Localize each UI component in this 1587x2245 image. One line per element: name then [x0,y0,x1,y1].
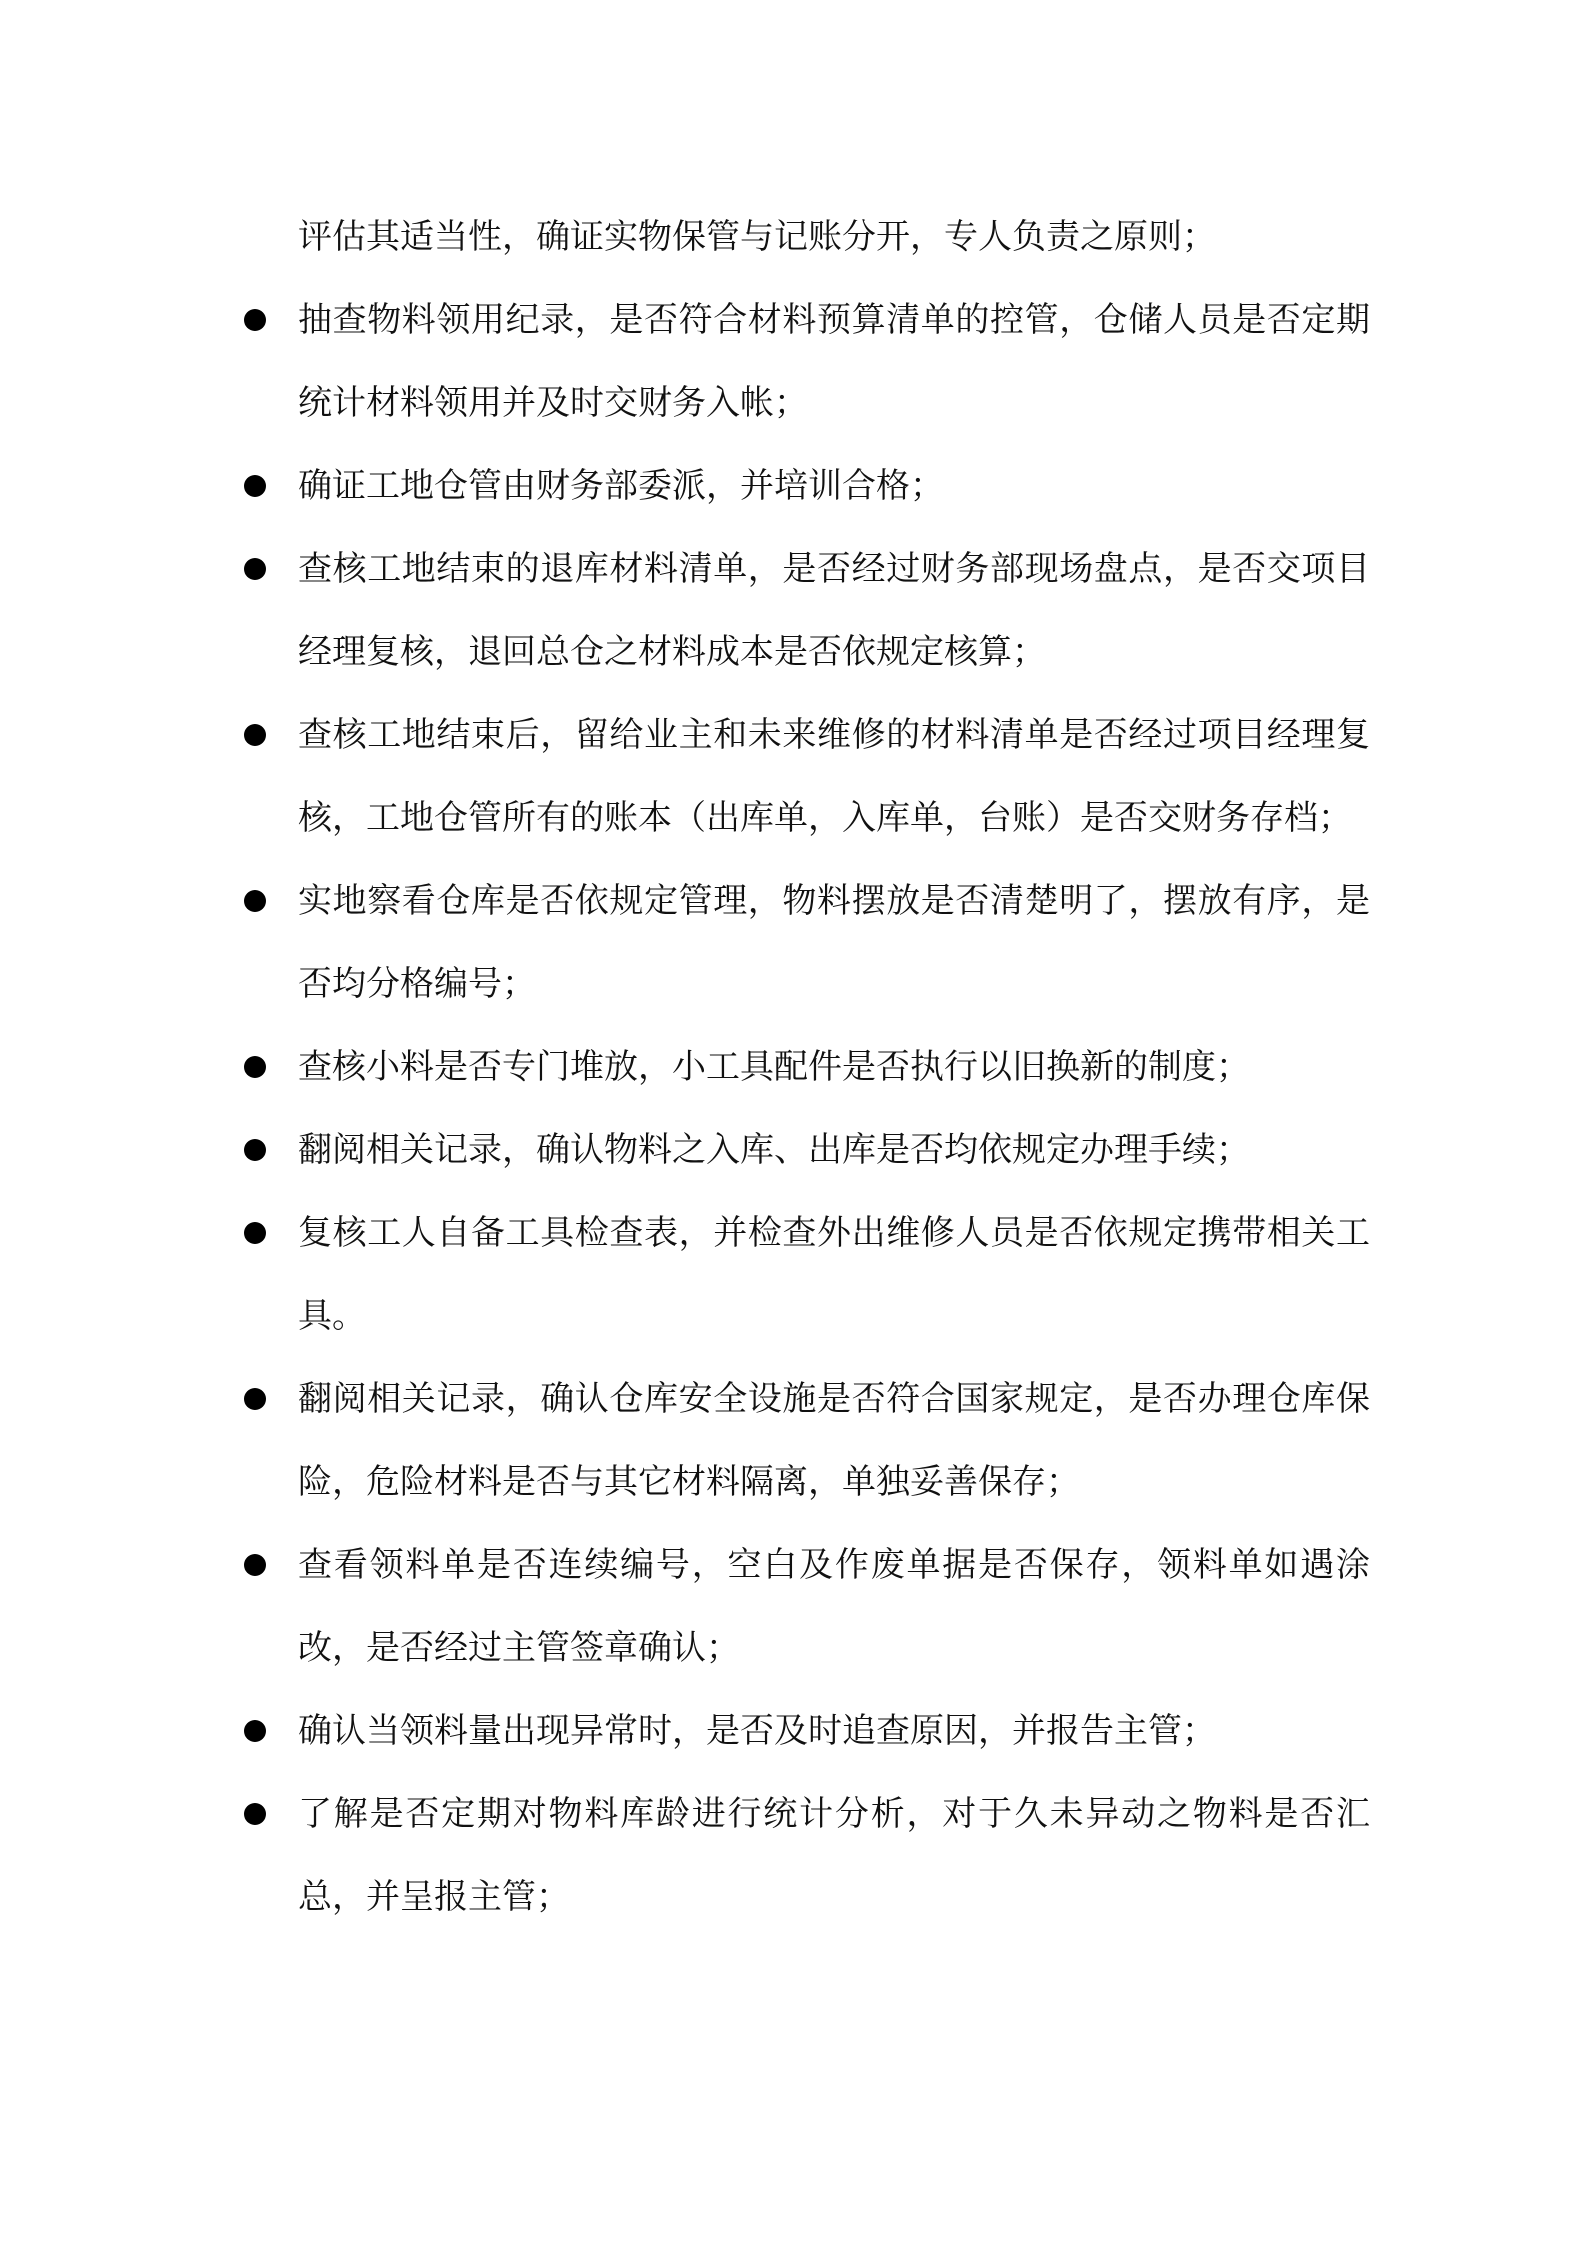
list-item-text: 确证工地仓管由财务部委派，并培训合格； [298,466,944,506]
bullet-icon [244,1554,266,1576]
list-item [240,1690,1370,1773]
list-item-text: 实地察看仓库是否依规定管理，物料摆放是否清楚明了，摆放有序，是否均分格编号； [298,881,1370,1004]
list-item-text: 查核工地结束的退库材料清单，是否经过财务部现场盘点，是否交项目经理复核，退回总仓之材料成本是否依规定核算； [298,549,1370,672]
list-item [240,279,1370,445]
list-item [240,1524,1370,1690]
bullet-icon [244,1056,266,1078]
list-item-text: 确认当领料量出现异常时，是否及时追查原因，并报告主管； [298,1711,1216,1751]
list-item-text: 翻阅相关记录，确认仓库安全设施是否符合国家规定，是否办理仓库保险，危险材料是否与其它材料隔离，单独妥善保存； [298,1379,1370,1502]
list-item-text: 了解是否定期对物料库龄进行统计分析，对于久未异动之物料是否汇总，并呈报主管； [298,1794,1370,1917]
list-item [240,1109,1370,1192]
list-item-text: 翻阅相关记录，确认物料之入库、出库是否均依规定办理手续； [298,1130,1250,1170]
bullet-icon [244,724,266,746]
list-item-text: 查看领料单是否连续编号，空白及作废单据是否保存，领料单如遇涂改，是否经过主管签章确认； [298,1545,1370,1668]
list-item-text: 查核工地结束后，留给业主和未来维修的材料清单是否经过项目经理复核，工地仓管所有的账本（出库单，入库单，台账）是否交财务存档； [298,715,1370,838]
checklist [240,279,1370,1939]
list-item [240,1358,1370,1524]
bullet-icon [244,1720,266,1742]
list-item [240,1773,1370,1939]
bullet-icon [244,1388,266,1410]
bullet-icon [244,1139,266,1161]
document-body [240,196,1370,1939]
bullet-icon [244,1222,266,1244]
list-item [240,694,1370,860]
list-item-text: 抽查物料领用纪录，是否符合材料预算清单的控管，仓储人员是否定期统计材料领用并及时交财务入帐； [298,300,1370,423]
bullet-icon [244,309,266,331]
list-item [240,528,1370,694]
bullet-icon [244,890,266,912]
list-item [240,1192,1370,1358]
list-item [240,445,1370,528]
list-item-text: 查核小料是否专门堆放，小工具配件是否执行以旧换新的制度； [298,1047,1250,1087]
bullet-icon [244,475,266,497]
list-item-text: 复核工人自备工具检查表，并检查外出维修人员是否依规定携带相关工具。 [298,1213,1370,1336]
list-item [240,860,1370,1026]
bullet-icon [244,1803,266,1825]
bullet-icon [244,558,266,580]
continuation-paragraph: 评估其适当性，确证实物保管与记账分开，专人负责之原则； [298,217,1216,257]
list-item [240,1026,1370,1109]
